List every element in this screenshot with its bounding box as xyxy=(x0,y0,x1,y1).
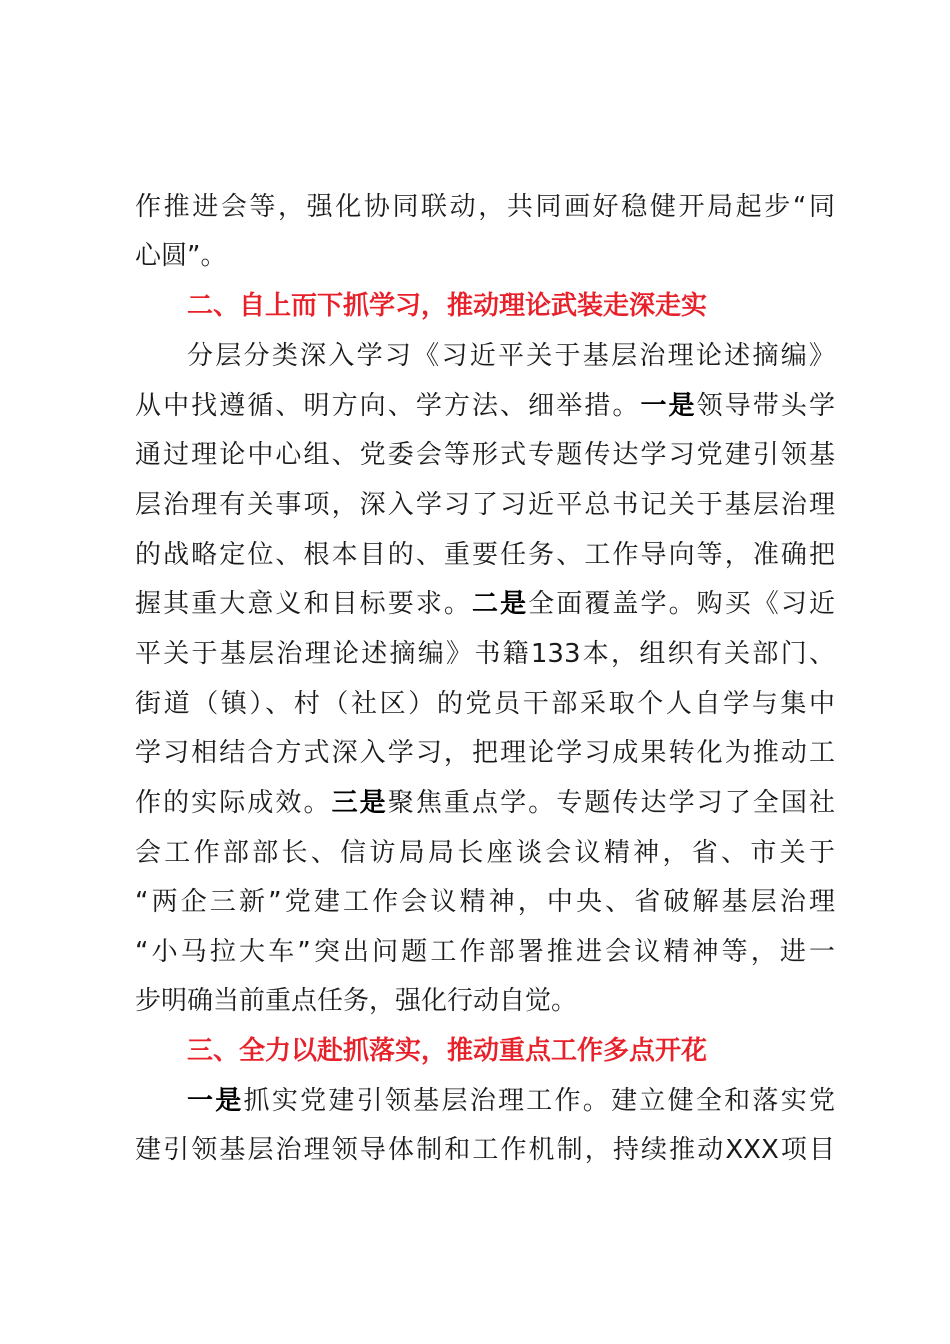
emphasis-label: 一是 xyxy=(640,391,697,421)
body-line: 握其重大意义和目标要求。二是全面覆盖学。购买《习近 xyxy=(135,589,835,619)
body-line: 心圆”。 xyxy=(135,241,227,271)
section-heading-3: 三、全力以赴抓落实，推动重点工作多点开花 xyxy=(187,1036,708,1066)
body-line: 平关于基层治理论述摘编》书籍133本，组织有关部门、 xyxy=(135,639,835,669)
emphasis-label: 一是 xyxy=(187,1086,244,1116)
body-line: 一是抓实党建引领基层治理工作。建立健全和落实党 xyxy=(187,1086,835,1116)
body-line: “两企三新”党建工作会议精神，中央、省破解基层治理 xyxy=(135,887,835,917)
body-line: 从中找遵循、明方向、学方法、细举措。一是领导带头学 xyxy=(135,391,835,421)
body-line: 作的实际成效。三是聚焦重点学。专题传达学习了全国社 xyxy=(135,788,835,818)
section-heading-2: 二、自上而下抓学习，推动理论武装走深走实 xyxy=(187,291,708,321)
body-line: 学习相结合方式深入学习，把理论学习成果转化为推动工 xyxy=(135,738,835,768)
emphasis-label: 三是 xyxy=(331,788,388,818)
body-line: 通过理论中心组、党委会等形式专题传达学习党建引领基 xyxy=(135,440,835,470)
body-line: 步明确当前重点任务，强化行动自觉。 xyxy=(135,986,578,1016)
body-line: 作推进会等，强化协同联动，共同画好稳健开局起步“同 xyxy=(135,192,835,222)
body-line: 街道（镇）、村（社区）的党员干部采取个人自学与集中 xyxy=(135,689,835,719)
body-line: 的战略定位、根本目的、重要任务、工作导向等，准确把 xyxy=(135,540,835,570)
body-line: “小马拉大车”突出问题工作部署推进会议精神等，进一 xyxy=(135,937,835,967)
body-line: 分层分类深入学习《习近平关于基层治理论述摘编》 xyxy=(187,341,835,371)
body-line: 会工作部部长、信访局局长座谈会议精神，省、市关于 xyxy=(135,838,835,868)
emphasis-label: 二是 xyxy=(471,589,529,619)
body-line: 建引领基层治理领导体制和工作机制，持续推动XXX项目 xyxy=(135,1135,835,1165)
body-line: 层治理有关事项，深入学习了习近平总书记关于基层治理 xyxy=(135,490,835,520)
